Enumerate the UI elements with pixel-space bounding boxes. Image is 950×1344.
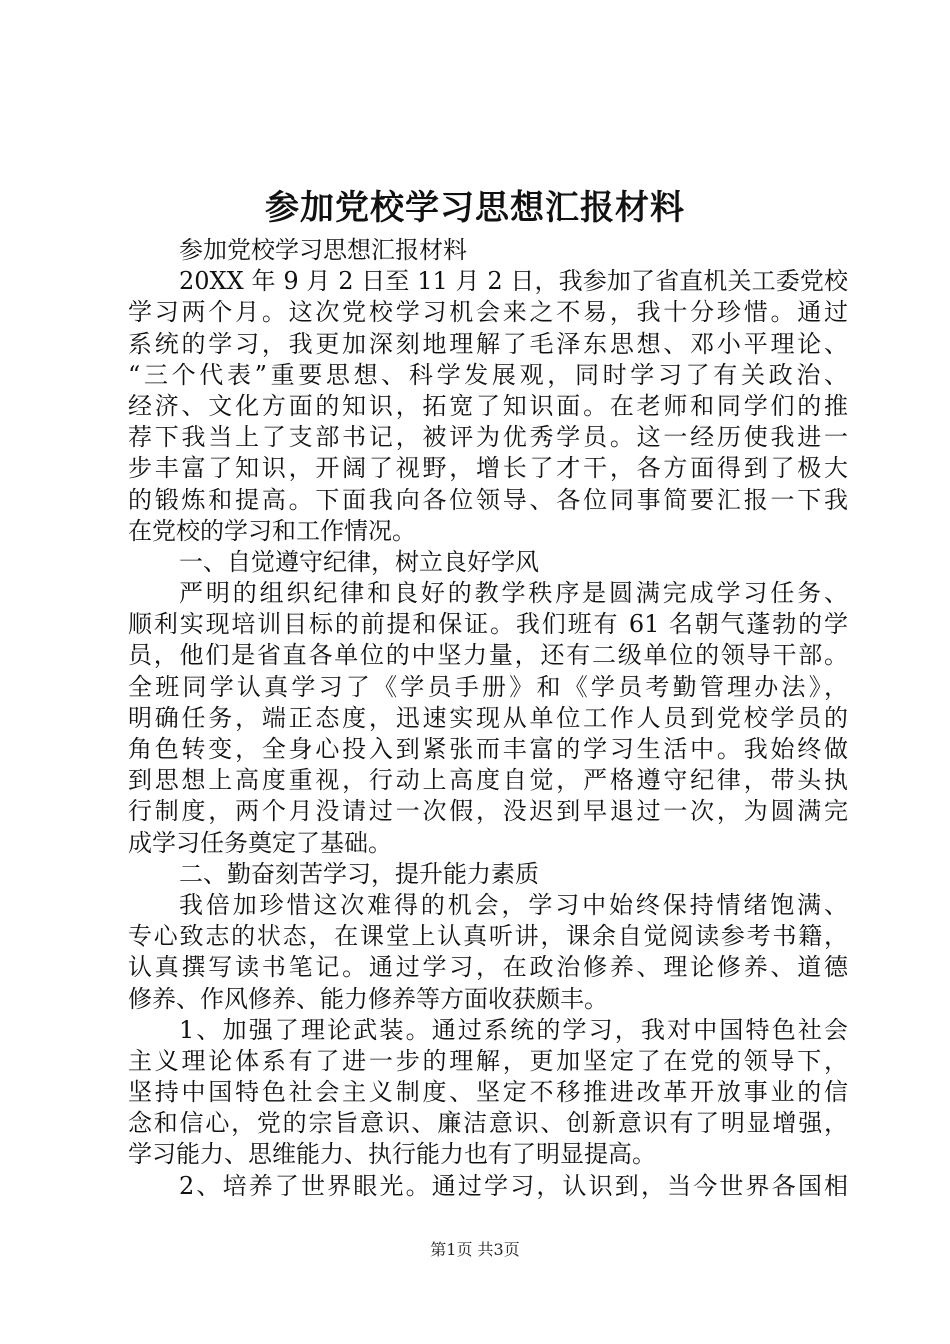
- text-line: 荐下我当上了支部书记，被评为优秀学员。这一经历使我进一: [128, 423, 848, 452]
- text-line: 参加党校学习思想汇报材料: [179, 236, 467, 264]
- text-line: 学习两个月。这次党校学习机会来之不易，我十分珍惜。通过: [128, 298, 848, 327]
- text-line: 到思想上高度重视，行动上高度自觉，严格遵守纪律，带头执: [128, 766, 848, 795]
- text-line: 一、自觉遵守纪律，树立良好学风: [179, 547, 539, 576]
- text-line: 1、加强了理论武装。通过系统的学习，我对中国特色社会: [179, 1015, 848, 1044]
- text-line: 我倍加珍惜这次难得的机会，学习中始终保持情绪饱满、: [179, 890, 848, 919]
- text-line: 念和信心，党的宗旨意识、廉洁意识、创新意识有了明显增强，: [128, 1109, 848, 1138]
- text-line: 修养、作风修养、能力修养等方面收获颇丰。: [128, 984, 608, 1013]
- page-title: 参加党校学习思想汇报材料: [265, 188, 685, 228]
- text-line: 主义理论体系有了进一步的理解，更加坚定了在党的领导下，: [128, 1046, 848, 1075]
- text-line: 员，他们是省直各单位的中坚力量，还有二级单位的领导干部。: [128, 641, 848, 670]
- text-line: 经济、文化方面的知识，拓宽了知识面。在老师和同学们的推: [128, 391, 848, 420]
- text-line: 20XX 年 9 月 2 日至 11 月 2 日，我参加了省直机关工委党校: [179, 267, 848, 296]
- text-line: 行制度，两个月没请过一次假，没迟到早退过一次，为圆满完: [128, 797, 848, 826]
- text-line: 系统的学习，我更加深刻地理解了毛泽东思想、邓小平理论、: [128, 329, 848, 358]
- text-line: 严明的组织纪律和良好的教学秩序是圆满完成学习任务、: [179, 579, 848, 608]
- text-line: 角色转变，全身心投入到紧张而丰富的学习生活中。我始终做: [128, 735, 848, 763]
- text-line: 顺利实现培训目标的前提和保证。我们班有 61 名朝气蓬勃的学: [128, 610, 848, 639]
- text-line: 全班同学认真学习了《学员手册》和《学员考勤管理办法》，: [128, 672, 848, 701]
- text-line: 2、培养了世界眼光。通过学习，认识到，当今世界各国相: [179, 1171, 848, 1200]
- page-footer: 第1页 共3页: [430, 1240, 520, 1259]
- document-body: [128, 235, 848, 1202]
- text-line: 在党校的学习和工作情况。: [128, 516, 416, 545]
- text-line: 坚持中国特色社会主义制度、坚定不移推进改革开放事业的信: [128, 1078, 848, 1107]
- text-line: 的锻炼和提高。下面我向各位领导、各位同事简要汇报一下我: [128, 485, 848, 514]
- text-line: 专心致志的状态，在课堂上认真听讲，课余自觉阅读参考书籍，: [128, 922, 848, 951]
- text-line: “三个代表”重要思想、科学发展观，同时学习了有关政治、: [128, 360, 848, 389]
- text-line: 步丰富了知识，开阔了视野，增长了才干，各方面得到了极大: [128, 454, 848, 483]
- text-line: 成学习任务奠定了基础。: [128, 828, 392, 857]
- text-line: 认真撰写读书笔记。通过学习，在政治修养、理论修养、道德: [128, 953, 848, 982]
- text-line: 学习能力、思维能力、执行能力也有了明显提高。: [128, 1140, 656, 1169]
- text-line: 二、勤奋刻苦学习，提升能力素质: [179, 859, 539, 888]
- text-line: 明确任务，端正态度，迅速实现从单位工作人员到党校学员的: [128, 703, 848, 732]
